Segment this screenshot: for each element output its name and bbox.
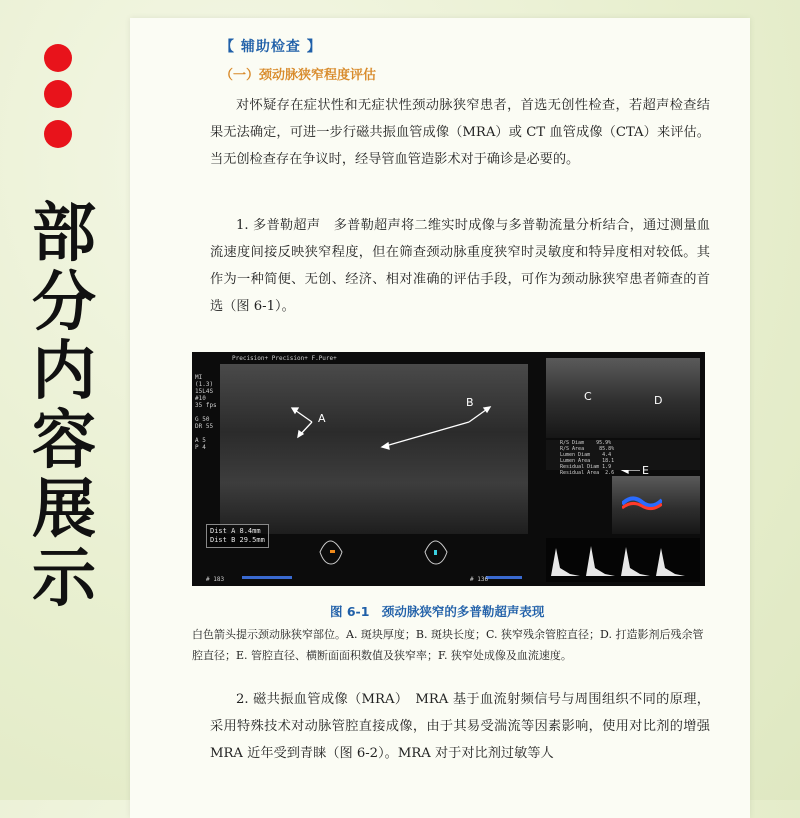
figure-caption: 图 6-1 颈动脉狭窄的多普勒超声表现 [330, 604, 545, 619]
side-title-char: 部 [32, 197, 96, 271]
paragraph-3 [210, 686, 710, 767]
measure-1: Dist A 8.4mm [210, 527, 261, 535]
paragraph-1 [210, 92, 710, 173]
red-dot-1 [44, 44, 72, 72]
label-e: E [642, 464, 649, 477]
scale-text: MI (1.3) 15L4S #10 35 fps G 50 DR 55 A 5 P 4 [195, 374, 217, 451]
paragraph-2 [210, 212, 710, 320]
sub-heading: （一）颈动脉狭窄程度评估 [220, 68, 377, 83]
label-c: C [584, 390, 592, 403]
ultrasound-figure [192, 352, 705, 586]
paragraph-1-text: 对怀疑存在症状性和无症状性颈动脉狭窄患者，首选无创性检查，若超声检查结果无法确定，可进一步行磁共振血管成像（MRA）或 CT 血管成像（CTA）来评估。当无创检查存在争议时，经导管血管造影术对于确诊是必要的。 [210, 98, 710, 167]
side-title-char: 示 [32, 542, 96, 616]
paragraph-2-text: 1. 多普勒超声 多普勒超声将二维实时成像与多普勒流量分析结合，通过测量血流速度间接反映狭窄程度，但在筛查颈动脉重度狭窄时灵敏度和特异度相对较低。其作为一种简便、无创、经济、相对准确的评估手段，可作为颈动脉狭窄患者筛查的首选（图 6-1）。 [210, 218, 710, 314]
red-dot-3 [44, 120, 72, 148]
color-flow-icon [622, 492, 662, 512]
label-b: B [466, 396, 474, 409]
cvc-text: R/S Diam 95.9% R/S Area 85.8% Lumen Diam 4.4 Lumen Area 18.1 Residual Diam 1.9 Residual Area 2.6 [560, 440, 615, 476]
side-title-char: 展 [32, 473, 96, 547]
label-a: A [318, 412, 326, 425]
paragraph-3-text: 2. 磁共振血管成像（MRA） MRA 基于血流射频信号与周围组织不同的原理，采用特殊技术对动脉管腔直接成像，由于其易受湍流等因素影响，使用对比剂的增强 MRA 近年受到青睐（图 6-2）。MRA 对于对比剂过敏等人 [210, 692, 710, 761]
side-title-char: 容 [32, 404, 96, 478]
measure-2: Dist B 29.5mm [210, 536, 265, 544]
frame-left: # 183 [206, 576, 225, 583]
side-title-char: 分 [32, 266, 96, 340]
header-text: Precision+ Precision+ F.Pure+ [232, 355, 337, 362]
figure-note: 白色箭头提示颈动脉狭窄部位。A. 斑块厚度；B. 斑块长度；C. 狭窄残余管腔直径；D. 打造影剂后残余管腔直径；E. 管腔直径、横断面面积数值及狭窄率；F. 狭窄处成像及血流速度。 [192, 628, 704, 662]
red-dot-2 [44, 80, 72, 108]
side-title [24, 197, 104, 616]
label-d: D [654, 394, 663, 407]
ultrasound-panel-top-right [546, 358, 700, 438]
measurement-box [206, 524, 269, 548]
section-heading: 【 辅助检查 】 [220, 39, 322, 55]
book-page [130, 18, 750, 818]
side-title-char: 内 [32, 335, 96, 409]
frame-right: # 136 [470, 576, 489, 583]
spectral-waveform [546, 538, 700, 582]
